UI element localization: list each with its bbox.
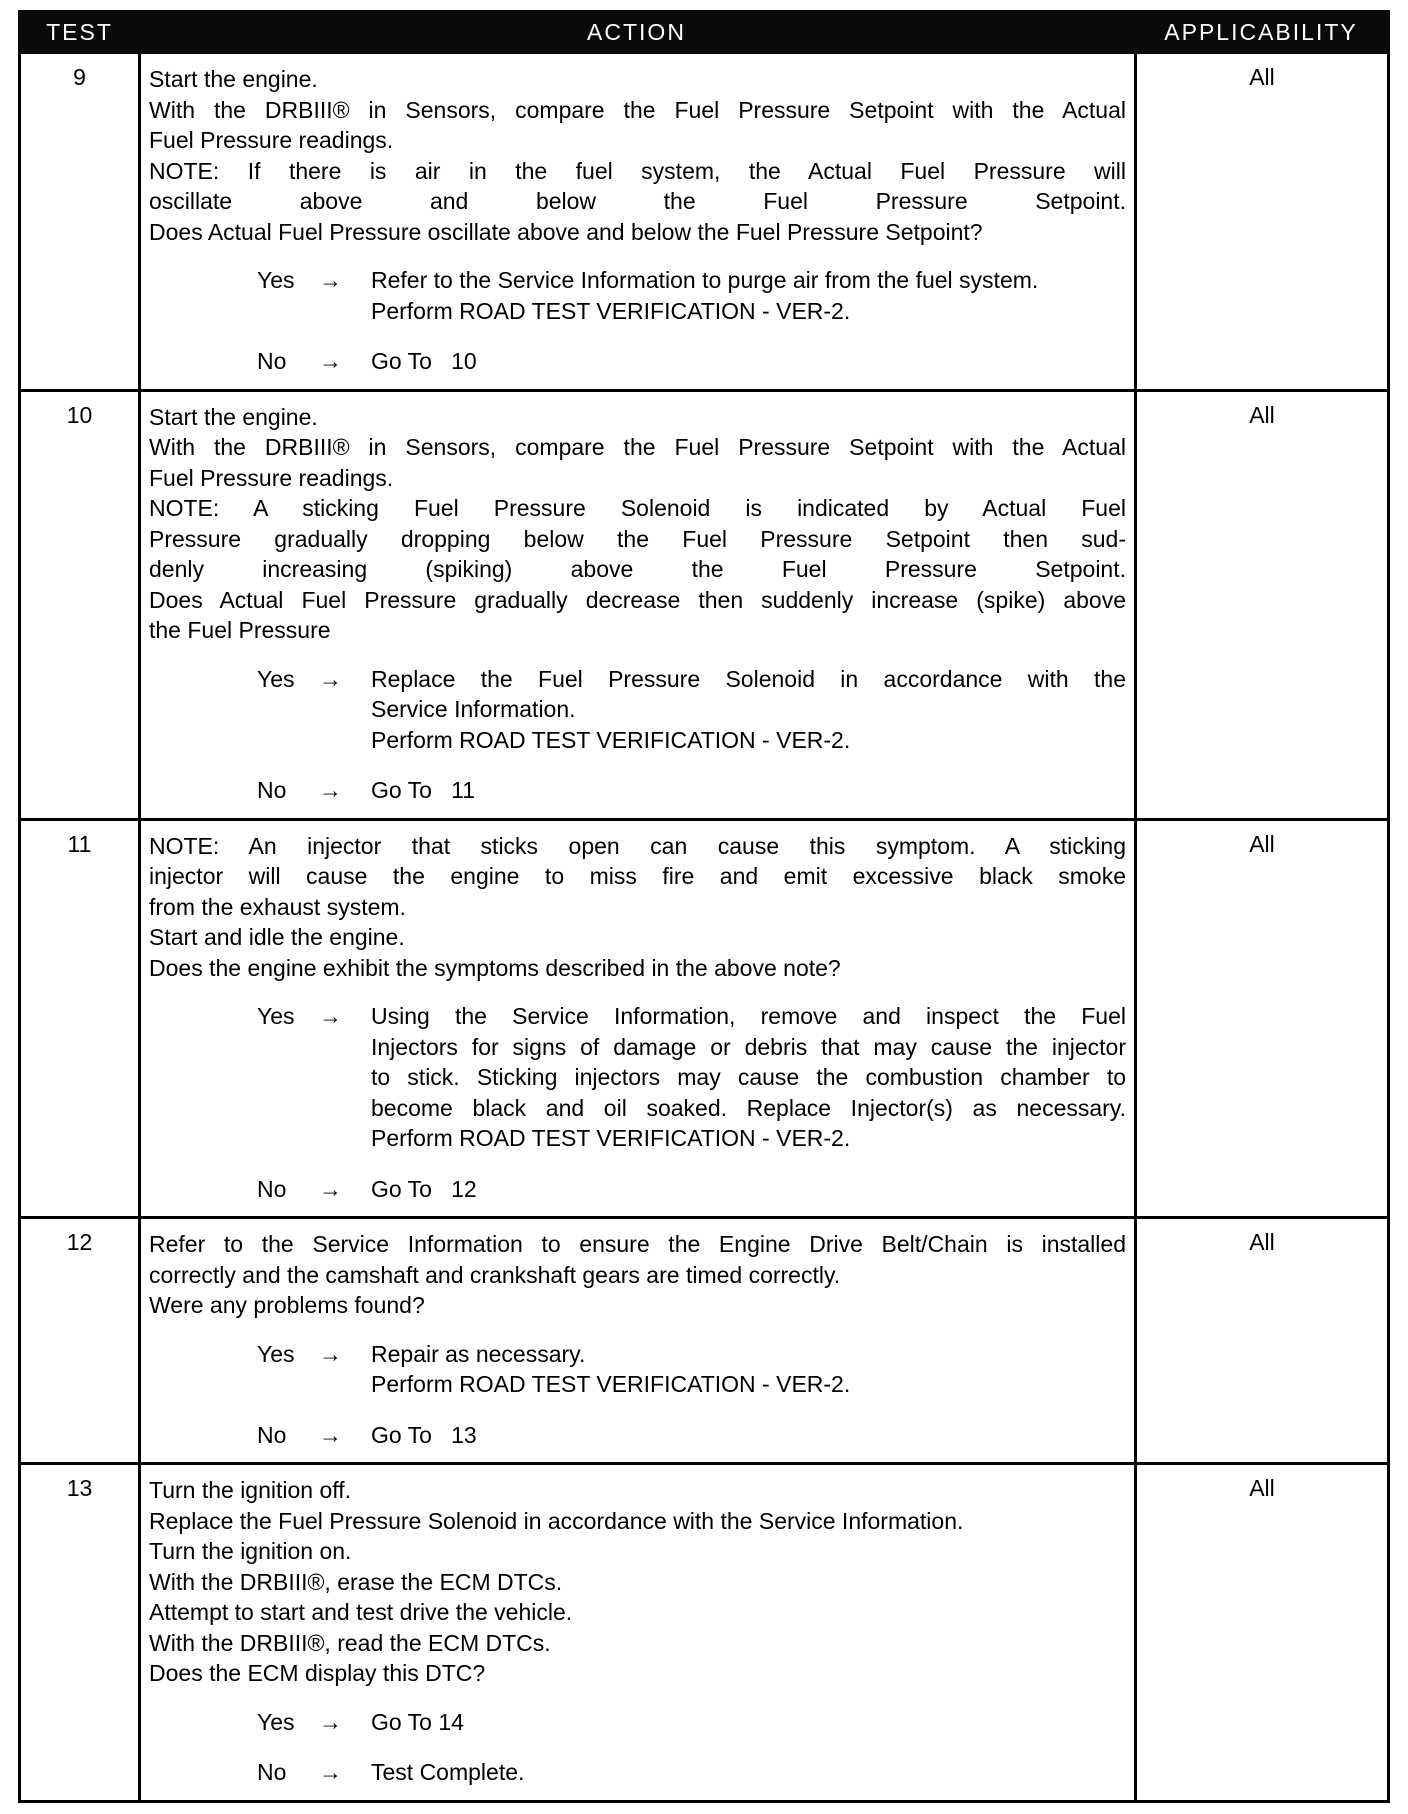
table-body <box>18 54 1390 1803</box>
action-cell <box>141 392 1137 818</box>
yes-result-line: Replace the Fuel Pressure Solenoid in accordance with the <box>371 665 1126 692</box>
arrow-icon: → <box>319 1759 342 1785</box>
yes-result-line: Perform ROAD TEST VERIFICATION - VER-2. <box>371 1125 851 1151</box>
yes-label: Yes <box>257 267 295 293</box>
action-line: Were any problems found? <box>149 1292 425 1318</box>
yes-result-line: Go To 14 <box>371 1708 464 1735</box>
yes-label: Yes <box>257 1340 295 1367</box>
action-line: Attempt to start and test drive the vehicle. <box>149 1599 573 1625</box>
no-label: No <box>257 777 287 803</box>
no-label: No <box>257 348 287 374</box>
header-action: ACTION <box>587 18 686 45</box>
yes-label: Yes <box>257 1708 295 1735</box>
yes-answer <box>257 1001 1126 1154</box>
action-line: correctly and the camshaft and crankshaft gears are timed correctly. <box>149 1261 841 1288</box>
action-line: injector will cause the engine to miss fire and emit excessive black smoke <box>149 863 1126 889</box>
applicability-cell: All <box>1249 1229 1275 1255</box>
no-answer <box>257 1420 1126 1451</box>
action-line: Does Actual Fuel Pressure oscillate above and below the Fuel Pressure Setpoint? <box>149 218 983 245</box>
action-line: Start the engine. <box>149 66 318 92</box>
no-answer <box>257 775 1126 806</box>
test-number: 13 <box>21 1465 141 1800</box>
yes-result <box>371 1001 1126 1154</box>
no-answer <box>257 1757 1126 1788</box>
action-line: the Fuel Pressure <box>149 617 331 643</box>
table-row <box>18 54 1390 392</box>
action-line: from the exhaust system. <box>149 893 406 920</box>
yes-answer <box>257 265 1126 326</box>
action-line: Pressure gradually dropping below the Fuel Pressure Setpoint then sud- <box>149 525 1126 552</box>
table-row <box>18 821 1390 1220</box>
no-label: No <box>257 1421 287 1448</box>
action-line: With the DRBIII®, erase the ECM DTCs. <box>149 1568 563 1595</box>
no-label: No <box>257 1759 287 1785</box>
action-cell <box>141 821 1137 1217</box>
yes-result <box>371 664 1126 756</box>
yes-answer <box>257 1339 1126 1400</box>
action-line: oscillate above and below the Fuel Pressure Setpoint. <box>149 188 1126 214</box>
yes-result <box>371 1339 1126 1400</box>
test-number: 9 <box>21 54 141 389</box>
action-line: With the DRBIII®, read the ECM DTCs. <box>149 1629 551 1656</box>
applicability-cell: All <box>1249 1475 1275 1501</box>
arrow-icon: → <box>319 1003 342 1029</box>
test-number: 12 <box>21 1219 141 1462</box>
table-row <box>18 392 1390 821</box>
arrow-icon: → <box>319 665 342 692</box>
diagnostic-table <box>18 10 1390 1803</box>
no-result: Go To 13 <box>371 1421 477 1448</box>
header-test: TEST <box>46 18 113 45</box>
test-number: 10 <box>21 392 141 818</box>
applicability-cell: All <box>1249 401 1275 428</box>
yes-result-line: Service Information. <box>371 696 576 722</box>
no-label: No <box>257 1175 287 1202</box>
yes-result-line: Refer to the Service Information to purge air from the fuel system. <box>371 267 1039 293</box>
yes-answer <box>257 1707 1126 1738</box>
action-line: Turn the ignition on. <box>149 1538 352 1564</box>
arrow-icon: → <box>319 1421 342 1448</box>
no-result: Go To 12 <box>371 1175 477 1202</box>
no-result: Go To 10 <box>371 348 477 374</box>
yes-result-line: Perform ROAD TEST VERIFICATION - VER-2. <box>371 1371 851 1397</box>
action-line: denly increasing (spiking) above the Fuel Pressure Setpoint. <box>149 556 1126 582</box>
action-cell <box>141 54 1137 389</box>
no-answer <box>257 1174 1126 1205</box>
action-cell <box>141 1465 1137 1800</box>
action-line: NOTE: A sticking Fuel Pressure Solenoid is indicated by Actual Fuel <box>149 495 1126 521</box>
yes-result-line: Perform ROAD TEST VERIFICATION - VER-2. <box>371 726 851 753</box>
action-line: Refer to the Service Information to ensure the Engine Drive Belt/Chain is installed <box>149 1231 1126 1257</box>
yes-result <box>371 1707 1126 1738</box>
yes-label: Yes <box>257 665 295 692</box>
test-number: 11 <box>21 821 141 1217</box>
yes-result-line: Using the Service Information, remove and inspect the Fuel <box>371 1003 1126 1029</box>
arrow-icon: → <box>319 348 342 374</box>
no-result: Test Complete. <box>371 1759 525 1785</box>
arrow-icon: → <box>319 777 342 803</box>
yes-result-line: Perform ROAD TEST VERIFICATION - VER-2. <box>371 297 851 324</box>
no-answer <box>257 346 1126 377</box>
no-result: Go To 11 <box>371 777 475 803</box>
arrow-icon: → <box>319 1708 342 1735</box>
action-line: With the DRBIII® in Sensors, compare the Fuel Pressure Setpoint with the Actual <box>149 434 1126 460</box>
action-line: NOTE: If there is air in the fuel system, the Actual Fuel Pressure will <box>149 157 1126 184</box>
arrow-icon: → <box>319 1340 342 1367</box>
action-line: With the DRBIII® in Sensors, compare the Fuel Pressure Setpoint with the Actual <box>149 96 1126 123</box>
action-line: Does Actual Fuel Pressure gradually decrease then suddenly increase (spike) above <box>149 586 1126 613</box>
action-line: Start the engine. <box>149 403 318 430</box>
yes-result-line: to stick. Sticking injectors may cause the combustion chamber to <box>371 1064 1126 1090</box>
yes-answer <box>257 664 1126 756</box>
arrow-icon: → <box>319 267 342 293</box>
action-line: NOTE: An injector that sticks open can cause this symptom. A sticking <box>149 832 1126 859</box>
action-line: Start and idle the engine. <box>149 924 405 950</box>
yes-result-line: become black and oil soaked. Replace Injector(s) as necessary. <box>371 1094 1126 1121</box>
table-row <box>18 1465 1390 1803</box>
applicability-cell: All <box>1249 64 1275 90</box>
action-line: Fuel Pressure readings. <box>149 127 394 153</box>
action-line: Fuel Pressure readings. <box>149 464 394 491</box>
yes-result-line: Repair as necessary. <box>371 1340 586 1367</box>
yes-result <box>371 265 1126 326</box>
applicability-cell: All <box>1249 830 1275 857</box>
yes-result-line: Injectors for signs of damage or debris that may cause the injector <box>371 1033 1126 1060</box>
table-header <box>18 10 1390 54</box>
action-line: Replace the Fuel Pressure Solenoid in accordance with the Service Information. <box>149 1507 964 1534</box>
yes-label: Yes <box>257 1003 295 1029</box>
action-line: Does the ECM display this DTC? <box>149 1660 486 1686</box>
table-row <box>18 1219 1390 1465</box>
header-applicability: APPLICABILITY <box>1164 18 1358 45</box>
arrow-icon: → <box>319 1175 342 1202</box>
action-line: Turn the ignition off. <box>149 1477 352 1503</box>
action-cell <box>141 1219 1137 1462</box>
action-line: Does the engine exhibit the symptoms described in the above note? <box>149 954 841 981</box>
